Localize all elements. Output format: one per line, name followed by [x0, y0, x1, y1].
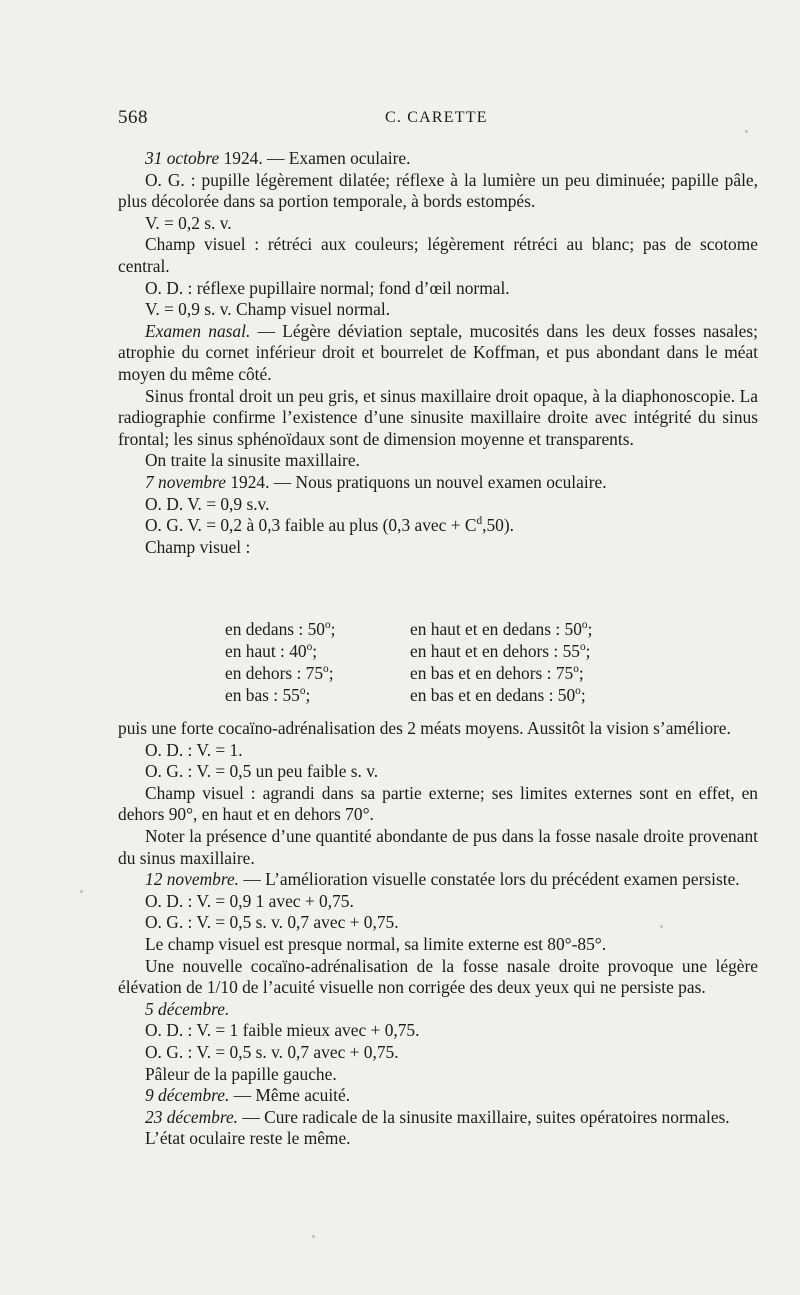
paragraph-text: Noter la présence d’une quantité abondante de pus dans la fosse nasale droite provenant du sinus maxillaire.: [118, 825, 758, 868]
paragraph-text: Pâleur de la papille gauche.: [145, 1063, 337, 1084]
paragraph-text: O. G. : V. = 0,5 un peu faible s. v.: [145, 761, 379, 782]
superscript: d: [476, 515, 483, 528]
field-row: [225, 640, 665, 662]
text-block-2: [118, 718, 758, 1150]
paragraph-text: — Cure radicale de la sinusite maxillaire, suites opératoires normales.: [238, 1106, 730, 1127]
paragraph: [118, 912, 758, 934]
field-row: [225, 662, 665, 684]
field-value: en bas et en dehors : 75: [410, 663, 574, 683]
field-value: en haut : 40: [225, 641, 307, 661]
degree-mark: o: [581, 619, 588, 632]
semicolon: ;: [305, 685, 311, 705]
paragraph: [118, 956, 758, 999]
field-cell: [410, 662, 584, 684]
field-cell: [225, 640, 317, 662]
semicolon: ;: [587, 619, 593, 639]
date-label: 9 décembre.: [145, 1085, 230, 1106]
paragraph: [118, 1085, 758, 1107]
paper-speck: [660, 925, 663, 928]
paragraph-text: O. D. : réflexe pupillaire normal; fond d’œil normal.: [145, 277, 510, 298]
semicolon: ;: [578, 663, 584, 683]
field-value: en bas et en dedans : 50: [410, 685, 576, 705]
paragraph-text: V. = 0,9 s. v. Champ visuel normal.: [145, 299, 391, 320]
semicolon: ;: [585, 641, 591, 661]
paragraph-text: Une nouvelle cocaïno-adrénalisation de la fosse nasale droite provoque une légère élévation de 1/10 de l’acuité visuelle non corrigée des deux yeux qui ne persiste pas.: [118, 955, 758, 998]
field-row: [225, 618, 665, 640]
field-cell: [225, 684, 310, 706]
text-block-1: [118, 148, 758, 558]
field-row: [225, 684, 665, 706]
paper-speck: [312, 1235, 315, 1238]
page-header: [118, 107, 758, 131]
semicolon: ;: [580, 685, 586, 705]
field-value: en haut et en dedans : 50: [410, 619, 582, 639]
paragraph-text: O. D. : V. = 1.: [145, 739, 243, 760]
field-cell: [410, 684, 586, 706]
paragraph-text: Sinus frontal droit un peu gris, et sinus maxillaire droit opaque, à la diaphonoscopie. La radiographie confirme l’existence d’une sinusite maxillaire droite avec intégrité du sinus frontal; les sinus sphénoïdaux sont de dimension moyenne et transparents.: [118, 385, 758, 449]
paragraph-text: puis une forte cocaïno-adrénalisation des 2 méats moyens. Aussitôt la vision s’améliore.: [118, 718, 731, 738]
paragraph: [118, 718, 758, 740]
paragraph: [118, 1064, 758, 1086]
paragraph: [118, 1107, 758, 1129]
degree-mark: o: [323, 663, 329, 676]
semicolon: ;: [328, 663, 334, 683]
paragraph-text: Le champ visuel est presque normal, sa limite externe est 80°-85°.: [145, 933, 607, 954]
paragraph: [118, 783, 758, 826]
paragraph: [118, 472, 758, 494]
degree-mark: o: [324, 619, 331, 632]
paragraph: [118, 148, 758, 170]
field-cell: [225, 662, 334, 684]
date-label: 5 décembre.: [145, 998, 230, 1019]
paragraph-text: ,50).: [482, 515, 515, 536]
paragraph: [118, 321, 758, 386]
paragraph-text: Champ visuel :: [145, 536, 251, 557]
paragraph: [118, 450, 758, 472]
paragraph: [118, 1020, 758, 1042]
running-head: C. CARETTE: [385, 109, 488, 126]
paragraph-text: V. = 0,2 s. v.: [145, 212, 232, 233]
degree-mark: o: [306, 641, 313, 654]
degree-mark: o: [575, 685, 581, 698]
paragraph: [118, 299, 758, 321]
paragraph-text: O. D. V. = 0,9 s.v.: [145, 493, 270, 514]
degree-mark: o: [299, 685, 306, 698]
paragraph-text: O. D. : V. = 0,9 1 avec + 0,75.: [145, 890, 354, 911]
paper-speck: [80, 890, 83, 893]
paragraph-text: Champ visuel : agrandi dans sa partie externe; ses limites externes sont en effet, en dehors 90°, en haut et en dehors 70°.: [118, 782, 758, 825]
paragraph-text: O. G. : V. = 0,5 s. v. 0,7 avec + 0,75.: [145, 912, 399, 933]
paragraph: [118, 826, 758, 869]
paragraph: [118, 494, 758, 516]
paragraph-text: O. G. : pupille légèrement dilatée; réflexe à la lumière un peu diminuée; papille pâle, plus décolorée dans sa portion temporale, à bords estompés.: [118, 169, 758, 212]
field-value: en dedans : 50: [225, 619, 325, 639]
paragraph: [118, 170, 758, 213]
paragraph-text: — L’amélioration visuelle constatée lors du précédent examen persiste.: [239, 869, 740, 890]
paper-speck: [745, 130, 748, 133]
date-label: Examen nasal.: [145, 320, 251, 341]
paragraph: [118, 1128, 758, 1150]
degree-mark: o: [580, 641, 586, 654]
paragraph: [118, 278, 758, 300]
paragraph-text: On traite la sinusite maxillaire.: [145, 450, 360, 471]
paragraph: [118, 761, 758, 783]
field-cell: [410, 640, 591, 662]
date-label: 12 novembre.: [145, 869, 240, 890]
paragraph: [118, 1042, 758, 1064]
paragraph-text: O. D. : V. = 1 faible mieux avec + 0,75.: [145, 1020, 420, 1041]
field-cell: [225, 618, 335, 640]
date-label: 7 novembre: [145, 471, 226, 492]
semicolon: ;: [330, 619, 336, 639]
date-label: 31 octobre: [145, 148, 220, 168]
paragraph-text: — Légère déviation septale, mucosités dans les deux fosses nasales; atrophie du cornet inférieur droit et bourrelet de Koffman, et pus abondant dans le méat moyen du même côté.: [118, 320, 758, 384]
paragraph: [118, 515, 758, 537]
field-value: en bas : 55: [225, 685, 300, 705]
field-value: en dehors : 75: [225, 663, 324, 683]
paragraph: [118, 999, 758, 1021]
visual-field-table: [225, 618, 665, 706]
paragraph-text: — Même acuité.: [229, 1085, 351, 1106]
date-label: 23 décembre.: [145, 1106, 239, 1127]
paragraph: [118, 740, 758, 762]
field-value: en haut et en dehors : 55: [410, 641, 580, 661]
paragraph: [118, 537, 758, 559]
paragraph-text: Champ visuel : rétréci aux couleurs; légèrement rétréci au blanc; pas de scotome central.: [118, 234, 758, 276]
paragraph: [118, 869, 758, 891]
semicolon: ;: [312, 641, 318, 661]
paragraph: [118, 234, 758, 277]
paragraph-text: L’état oculaire reste le même.: [145, 1128, 351, 1149]
degree-mark: o: [573, 663, 579, 676]
field-cell: [410, 618, 592, 640]
paragraph: [118, 891, 758, 913]
paragraph: [118, 934, 758, 956]
paragraph-text: 1924. — Examen oculaire.: [219, 148, 411, 168]
paragraph: [118, 386, 758, 451]
paragraph-text: O. G. : V. = 0,5 s. v. 0,7 avec + 0,75.: [145, 1041, 399, 1062]
paragraph-text: 1924. — Nous pratiquons un nouvel examen oculaire.: [225, 471, 607, 492]
paragraph: [118, 213, 758, 235]
page-number: 568: [118, 107, 148, 128]
paragraph-text: O. G. V. = 0,2 à 0,3 faible au plus (0,3 avec + C: [145, 515, 477, 536]
